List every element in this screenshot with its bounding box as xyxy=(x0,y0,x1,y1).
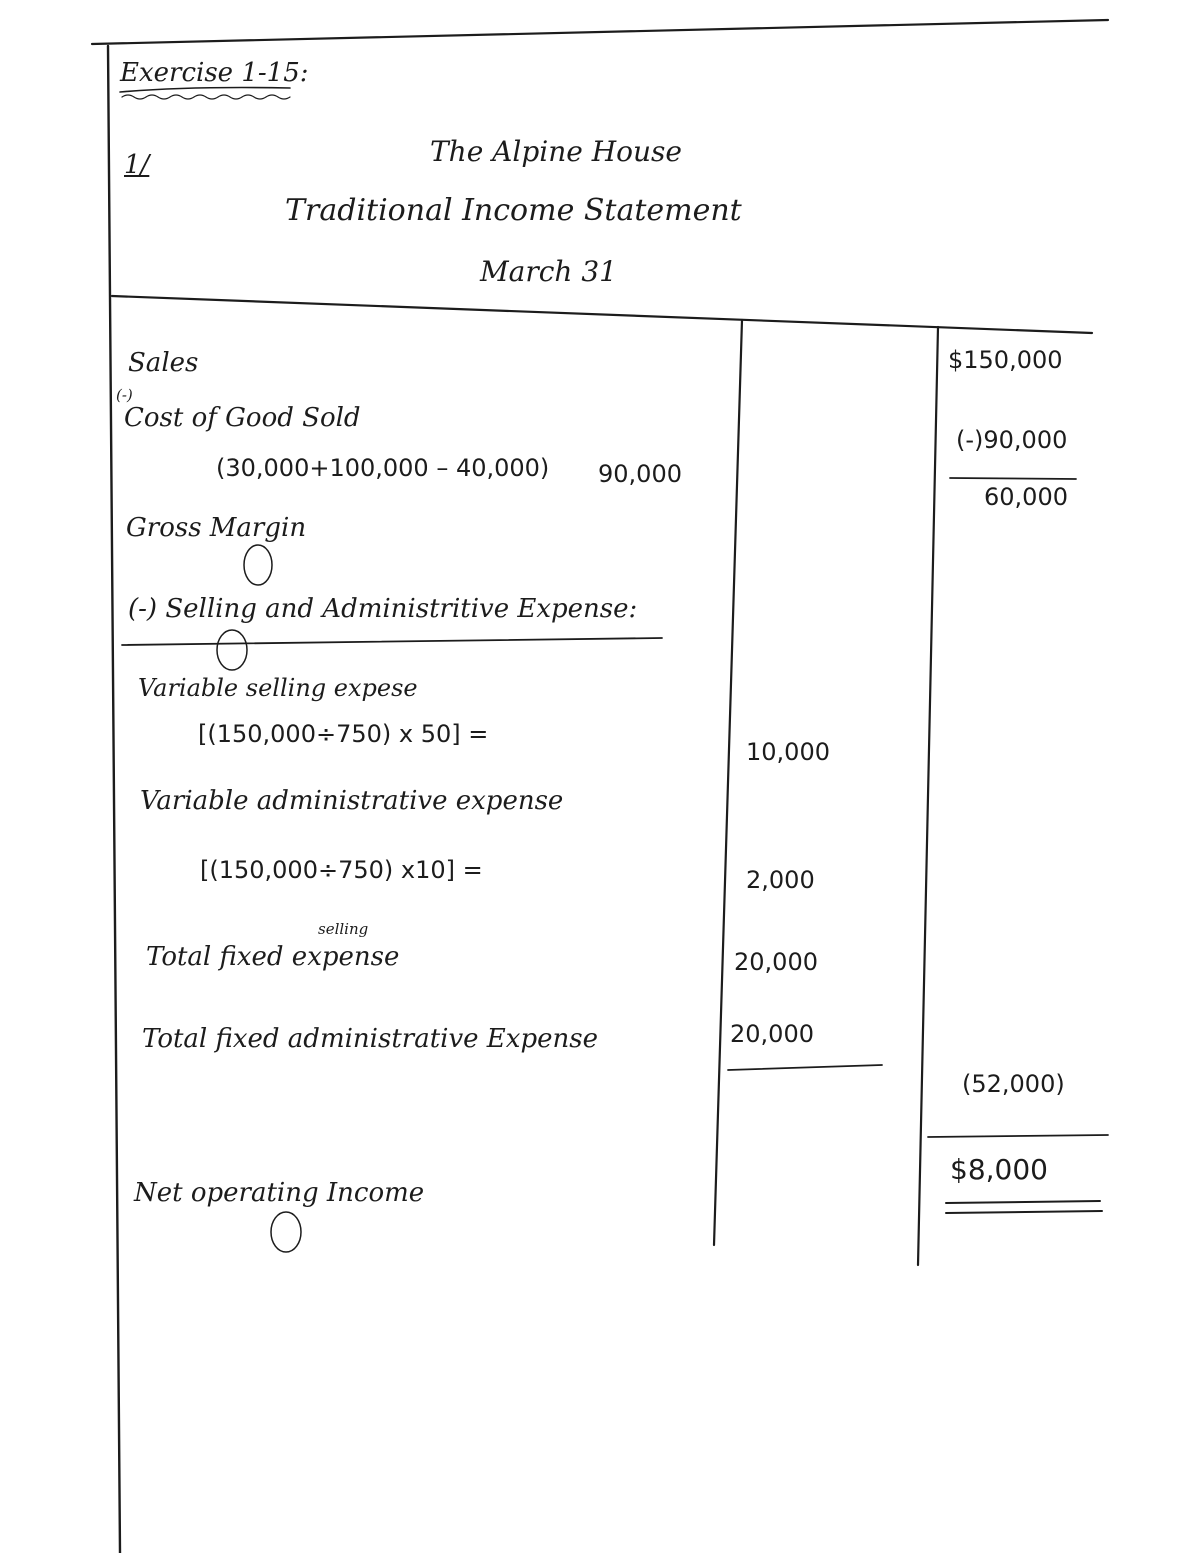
cogs-total: (-)90,000 xyxy=(956,426,1068,454)
variable-selling-label: Variable selling expese xyxy=(138,674,418,702)
fixed-selling-label: Total fixed expense xyxy=(146,942,400,972)
company-name: The Alpine House xyxy=(430,135,682,168)
selling-admin-total: (52,000) xyxy=(962,1070,1065,1098)
statement-title: Traditional Income Statement xyxy=(285,193,742,228)
sales-label: Sales xyxy=(128,348,199,378)
part-number: 1/ xyxy=(124,150,150,180)
fixed-selling-amount: 20,000 xyxy=(734,948,818,976)
net-operating-income-total: $8,000 xyxy=(950,1153,1048,1186)
variable-selling-amount: 10,000 xyxy=(746,738,830,766)
net-operating-income-label: Net operating Income xyxy=(134,1178,425,1208)
variable-admin-label: Variable administrative expense xyxy=(140,786,564,816)
exercise-label: Exercise 1-15: xyxy=(120,58,309,88)
statement-period: March 31 xyxy=(480,255,617,288)
gross-margin-total: 60,000 xyxy=(984,483,1068,511)
selling-admin-heading: (-) Selling and Administritive Expense: xyxy=(128,594,638,624)
variable-selling-calculation: [(150,000÷750) x 50] = xyxy=(198,720,489,748)
variable-admin-calculation: [(150,000÷750) x10] = xyxy=(200,856,483,884)
cogs-minus-sign: (-) xyxy=(116,386,133,404)
fixed-admin-amount: 20,000 xyxy=(730,1020,814,1048)
fixed-selling-insert: selling xyxy=(318,920,369,938)
fixed-admin-label: Total fixed administrative Expense xyxy=(142,1024,598,1054)
cogs-amount: 90,000 xyxy=(598,460,682,488)
gross-margin-label: Gross Margin xyxy=(126,513,307,543)
variable-admin-amount: 2,000 xyxy=(746,866,815,894)
cogs-calculation: (30,000+100,000 – 40,000) xyxy=(216,454,550,482)
sales-total: $150,000 xyxy=(948,346,1063,374)
cogs-label: Cost of Good Sold xyxy=(124,403,361,433)
